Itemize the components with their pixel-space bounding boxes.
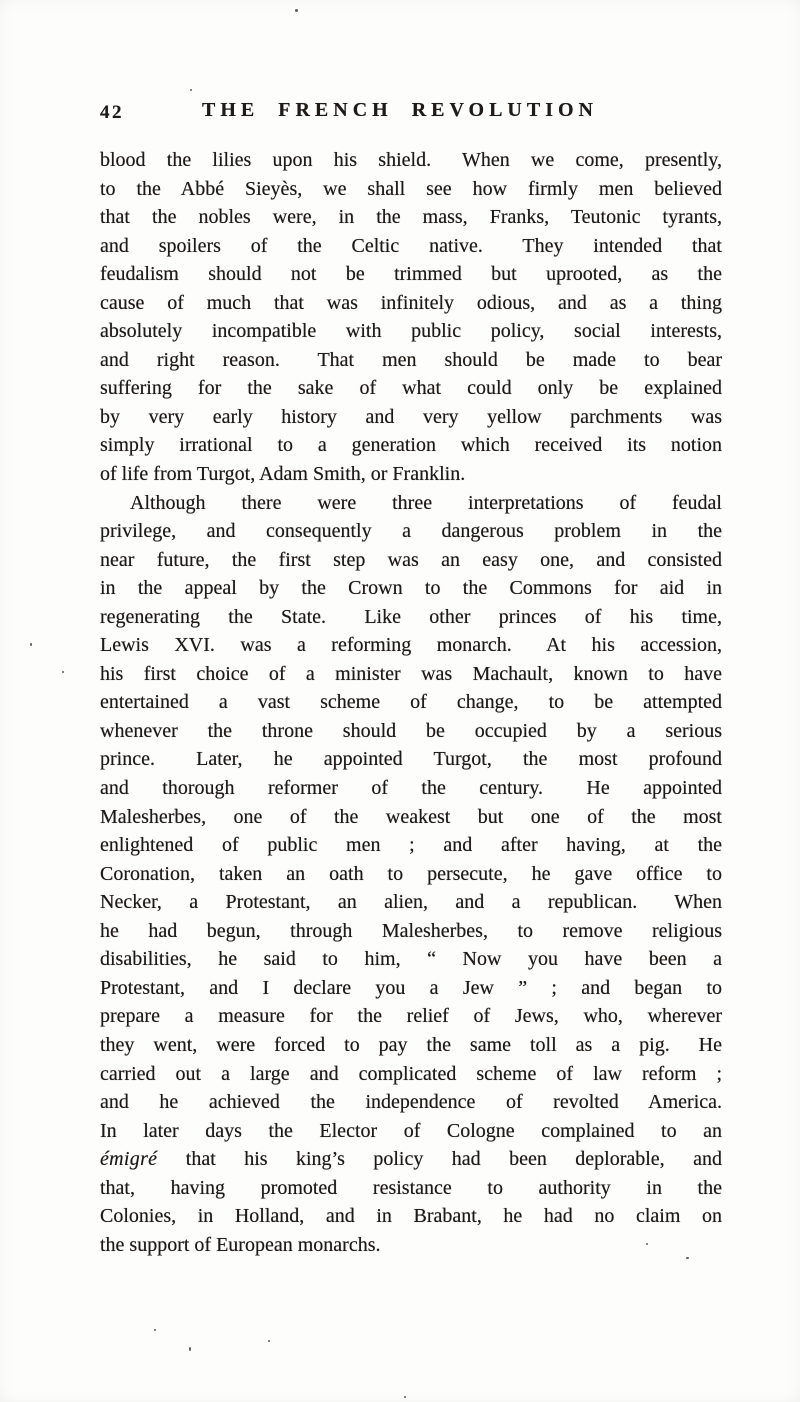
text-line: the support of European monarchs. — [100, 1233, 381, 1256]
text-line: to the Abbé Sieyès, we shall see how firmly men believed — [100, 177, 722, 200]
text-line: cause of much that was infinitely odious, and as a thing — [100, 291, 722, 314]
scan-speck — [190, 89, 192, 91]
paragraph — [100, 146, 722, 489]
text-line: of life from Turgot, Adam Smith, or Franklin. — [100, 463, 466, 486]
page-number: 42 — [100, 102, 124, 123]
page-header — [0, 99, 800, 125]
text-line: they went, were forced to pay the same toll as a pig. He — [100, 1033, 722, 1056]
text-line: prepare a measure for the relief of Jews, who, wherever — [100, 1005, 722, 1028]
text-line: that, having promoted resistance to authority in the — [100, 1176, 722, 1199]
text-line: regenerating the State. Like other princes of his time, — [100, 605, 722, 628]
text-line: his first choice of a minister was Machault, known to have — [100, 662, 722, 685]
scan-speck — [62, 671, 64, 673]
text-line: In later days the Elector of Cologne complained to an — [100, 1119, 722, 1142]
text-line: prince. Later, he appointed Turgot, the most profound — [100, 748, 722, 771]
text-line: enlightened of public men ; and after having, at the — [100, 834, 722, 857]
text-line: whenever the throne should be occupied by a serious — [100, 719, 722, 742]
paragraph — [100, 489, 722, 1260]
text-line: and thorough reformer of the century. He appointed — [100, 777, 722, 800]
text-line: in the appeal by the Crown to the Commons for aid in — [100, 577, 722, 600]
scan-speck — [404, 1396, 406, 1398]
scan-speck — [189, 1347, 191, 1351]
text-line: Colonies, in Holland, and in Brabant, he had no claim on — [100, 1205, 722, 1228]
scan-speck — [686, 1257, 689, 1259]
text-line: feudalism should not be trimmed but uprooted, as the — [100, 263, 722, 286]
text-line: Protestant, and I declare you a Jew ” ; and began to — [100, 976, 722, 999]
text-line: that the nobles were, in the mass, Franks, Teutonic tyrants, — [100, 206, 722, 229]
text-line: and spoilers of the Celtic native. They intended that — [100, 234, 722, 257]
text-line: Necker, a Protestant, an alien, and a republican. When — [100, 891, 722, 914]
text-line: entertained a vast scheme of change, to be attempted — [100, 691, 722, 714]
text-line: and right reason. That men should be made to bear — [100, 348, 722, 371]
text-line: he had begun, through Malesherbes, to remove religious — [100, 919, 722, 942]
text-line: blood the lilies upon his shield. When we come, presently, — [100, 149, 722, 171]
text-line: by very early history and very yellow parchments was — [100, 405, 722, 428]
text-line: disabilities, he said to him, “ Now you have been a — [100, 948, 722, 971]
text-line: privilege, and consequently a dangerous problem in the — [100, 520, 722, 543]
text-line: émigré that his king’s policy had been deplorable, and — [100, 1148, 722, 1171]
text-line: simply irrational to a generation which received its notion — [100, 434, 722, 457]
scan-speck — [154, 1329, 156, 1331]
text-line: Malesherbes, one of the weakest but one of the most — [100, 805, 722, 828]
running-title: THE FRENCH REVOLUTION — [202, 99, 598, 121]
text-line: and he achieved the independence of revolted America. — [100, 1091, 722, 1114]
text-line: absolutely incompatible with public policy, social interests, — [100, 320, 722, 343]
text-line: suffering for the sake of what could only be explained — [100, 377, 722, 400]
text-line: carried out a large and complicated scheme of law reform ; — [100, 1062, 722, 1085]
text-line: Lewis XVI. was a reforming monarch. At his accession, — [100, 634, 722, 657]
scan-speck — [295, 9, 298, 12]
scan-speck — [268, 1340, 270, 1342]
text-line: Coronation, taken an oath to persecute, he gave office to — [100, 862, 722, 885]
scan-speck — [30, 643, 32, 646]
scan-speck — [646, 1243, 648, 1245]
body-text — [100, 146, 722, 1259]
text-line: near future, the first step was an easy one, and consisted — [100, 548, 722, 571]
text-line: Although there were three interpretations of feudal — [130, 491, 722, 514]
